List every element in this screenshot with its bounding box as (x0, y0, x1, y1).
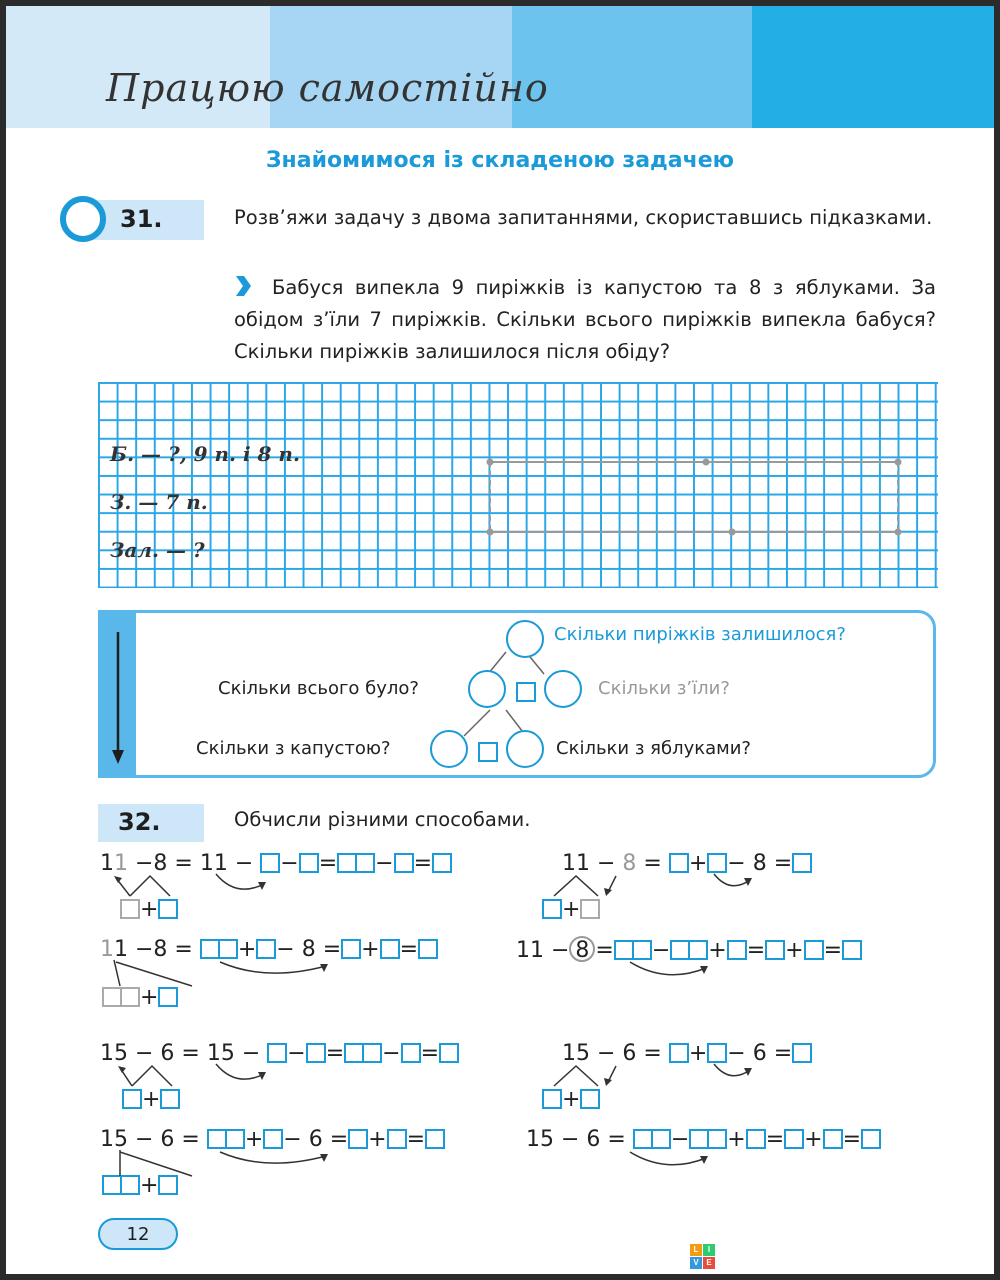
answer-box[interactable] (418, 939, 438, 959)
decomp-left-1: + (120, 896, 178, 924)
hint-bottom-right-label: Скільки з яблуками? (556, 738, 751, 759)
answer-box[interactable] (707, 1129, 727, 1149)
decomp-right-1: + (542, 896, 600, 924)
answer-box[interactable] (344, 1043, 364, 1063)
tree-circle-bottom-left[interactable] (430, 730, 468, 768)
answer-box[interactable] (823, 1129, 843, 1149)
answer-box[interactable] (542, 899, 562, 919)
arrow-right-4 (626, 1148, 716, 1172)
task-31-problem: Бабуся випекла 9 пиріжків із капустою та 8 з яблуками. За обідом з’їли 7 пиріжків. Скільки всього пиріжків випекла бабуся? Скільки пиріжків залишилося після обіду? (234, 276, 936, 363)
answer-box[interactable] (439, 1043, 459, 1063)
answer-box[interactable] (348, 1129, 368, 1149)
short-record-line-2: З. — 7 п. (110, 490, 208, 514)
answer-box[interactable] (792, 1043, 812, 1063)
header-title: Працюю самостійно (106, 66, 549, 110)
answer-box[interactable] (387, 1129, 407, 1149)
answer-box[interactable] (122, 1089, 142, 1109)
answer-box[interactable] (632, 940, 652, 960)
task-32-number: 32. (118, 808, 161, 836)
task-32-instruction: Обчисли різними способами. (234, 808, 531, 831)
hint-bottom-left-label: Скільки з капустою? (196, 738, 391, 759)
section-subtitle: Знайомимося із складеною задачею (265, 148, 735, 173)
answer-box[interactable] (804, 940, 824, 960)
short-record-line-3: Зал. — ? (110, 538, 205, 562)
segment-diagram (486, 452, 906, 542)
decomp-left-2: + (102, 984, 178, 1012)
answer-box[interactable] (651, 1129, 671, 1149)
arrows-right-3 (542, 1058, 762, 1092)
answer-box[interactable] (542, 1089, 562, 1109)
expr-left-3: 15 − 6 = 15 − − = − = (100, 1040, 459, 1068)
answer-box[interactable] (299, 853, 319, 873)
answer-box[interactable] (425, 1129, 445, 1149)
answer-box[interactable] (727, 940, 747, 960)
answer-box[interactable] (102, 987, 122, 1007)
answer-box[interactable] (160, 1089, 180, 1109)
page-number: 12 (98, 1218, 178, 1250)
answer-box[interactable] (432, 853, 452, 873)
liveworksheets-watermark: L I V E LIVEWORKSHEETS (690, 1244, 955, 1274)
expr-left-2: 11 −8 = + − 8 = + = (100, 936, 438, 964)
answer-box[interactable] (158, 899, 178, 919)
answer-box[interactable] (633, 1129, 653, 1149)
hint-right-mid-label: Скільки з’їли? (598, 678, 730, 699)
tree-circle-bottom-right[interactable] (506, 730, 544, 768)
answer-box[interactable] (689, 1129, 709, 1149)
task-31-ring-icon (60, 196, 106, 242)
answer-box[interactable] (688, 940, 708, 960)
answer-box[interactable] (401, 1043, 421, 1063)
answer-box[interactable] (337, 853, 357, 873)
answer-box[interactable] (792, 853, 812, 873)
worksheet-page (6, 6, 994, 1274)
expr-left-1: 11 −8 = 11 − − = − = (100, 850, 452, 878)
tree-circle-mid-right[interactable] (544, 670, 582, 708)
answer-box[interactable] (784, 1129, 804, 1149)
arrows-right-1 (542, 868, 762, 902)
tree-circle-mid-left[interactable] (468, 670, 506, 708)
decomp-right-3: + (542, 1086, 600, 1114)
header-band-4 (752, 6, 994, 128)
expr-left-4: 15 − 6 = + − 6 = + = (100, 1126, 445, 1154)
expr-right-1: 11 − 8 = + − 8 = (562, 850, 812, 878)
answer-box[interactable] (394, 853, 414, 873)
decomp-left-3: + (122, 1086, 180, 1114)
tree-op-box-bottom[interactable] (478, 742, 498, 762)
answer-box[interactable] (306, 1043, 326, 1063)
decomp-left-4: + (102, 1172, 178, 1200)
expr-right-4: 15 − 6 = − + = + = (526, 1126, 881, 1154)
arrows-left-4 (106, 1146, 346, 1180)
arrows-left-1 (106, 868, 276, 902)
task-31-number: 31. (120, 205, 163, 233)
down-arrow-icon (108, 630, 128, 766)
answer-box[interactable] (842, 940, 862, 960)
answer-box[interactable] (861, 1129, 881, 1149)
answer-box[interactable] (580, 1089, 600, 1109)
arrow-right-2 (626, 958, 716, 982)
task-31-instruction: Розв’яжи задачу з двома запитаннями, скориставшись підказками. (234, 206, 933, 229)
answer-box[interactable] (120, 899, 140, 919)
short-record-line-1: Б. — ?, 9 п. і 8 п. (110, 442, 300, 466)
answer-box[interactable] (765, 940, 785, 960)
arrows-left-3 (106, 1058, 276, 1092)
answer-box[interactable] (355, 853, 375, 873)
answer-box[interactable] (380, 939, 400, 959)
answer-box[interactable] (746, 1129, 766, 1149)
answer-box[interactable] (120, 987, 140, 1007)
answer-box[interactable] (158, 987, 178, 1007)
task-32-tab (98, 804, 204, 842)
answer-box[interactable] (362, 1043, 382, 1063)
expr-right-3: 15 − 6 = + − 6 = (562, 1040, 812, 1068)
hint-top-label: Скільки пиріжків залишилося? (554, 624, 846, 645)
expr-right-2: 11 − 8 = − + = + = (516, 936, 862, 964)
answer-box[interactable] (580, 899, 600, 919)
answer-box[interactable] (670, 940, 690, 960)
liveworksheets-logo-icon: L I V E (690, 1244, 718, 1270)
tree-circle-top[interactable] (506, 620, 544, 658)
tree-op-box-mid[interactable] (516, 682, 536, 702)
circled-eight: 8 (569, 936, 595, 962)
hint-left-mid-label: Скільки всього було? (218, 678, 419, 699)
arrows-left-2 (106, 956, 346, 990)
answer-box[interactable] (614, 940, 634, 960)
